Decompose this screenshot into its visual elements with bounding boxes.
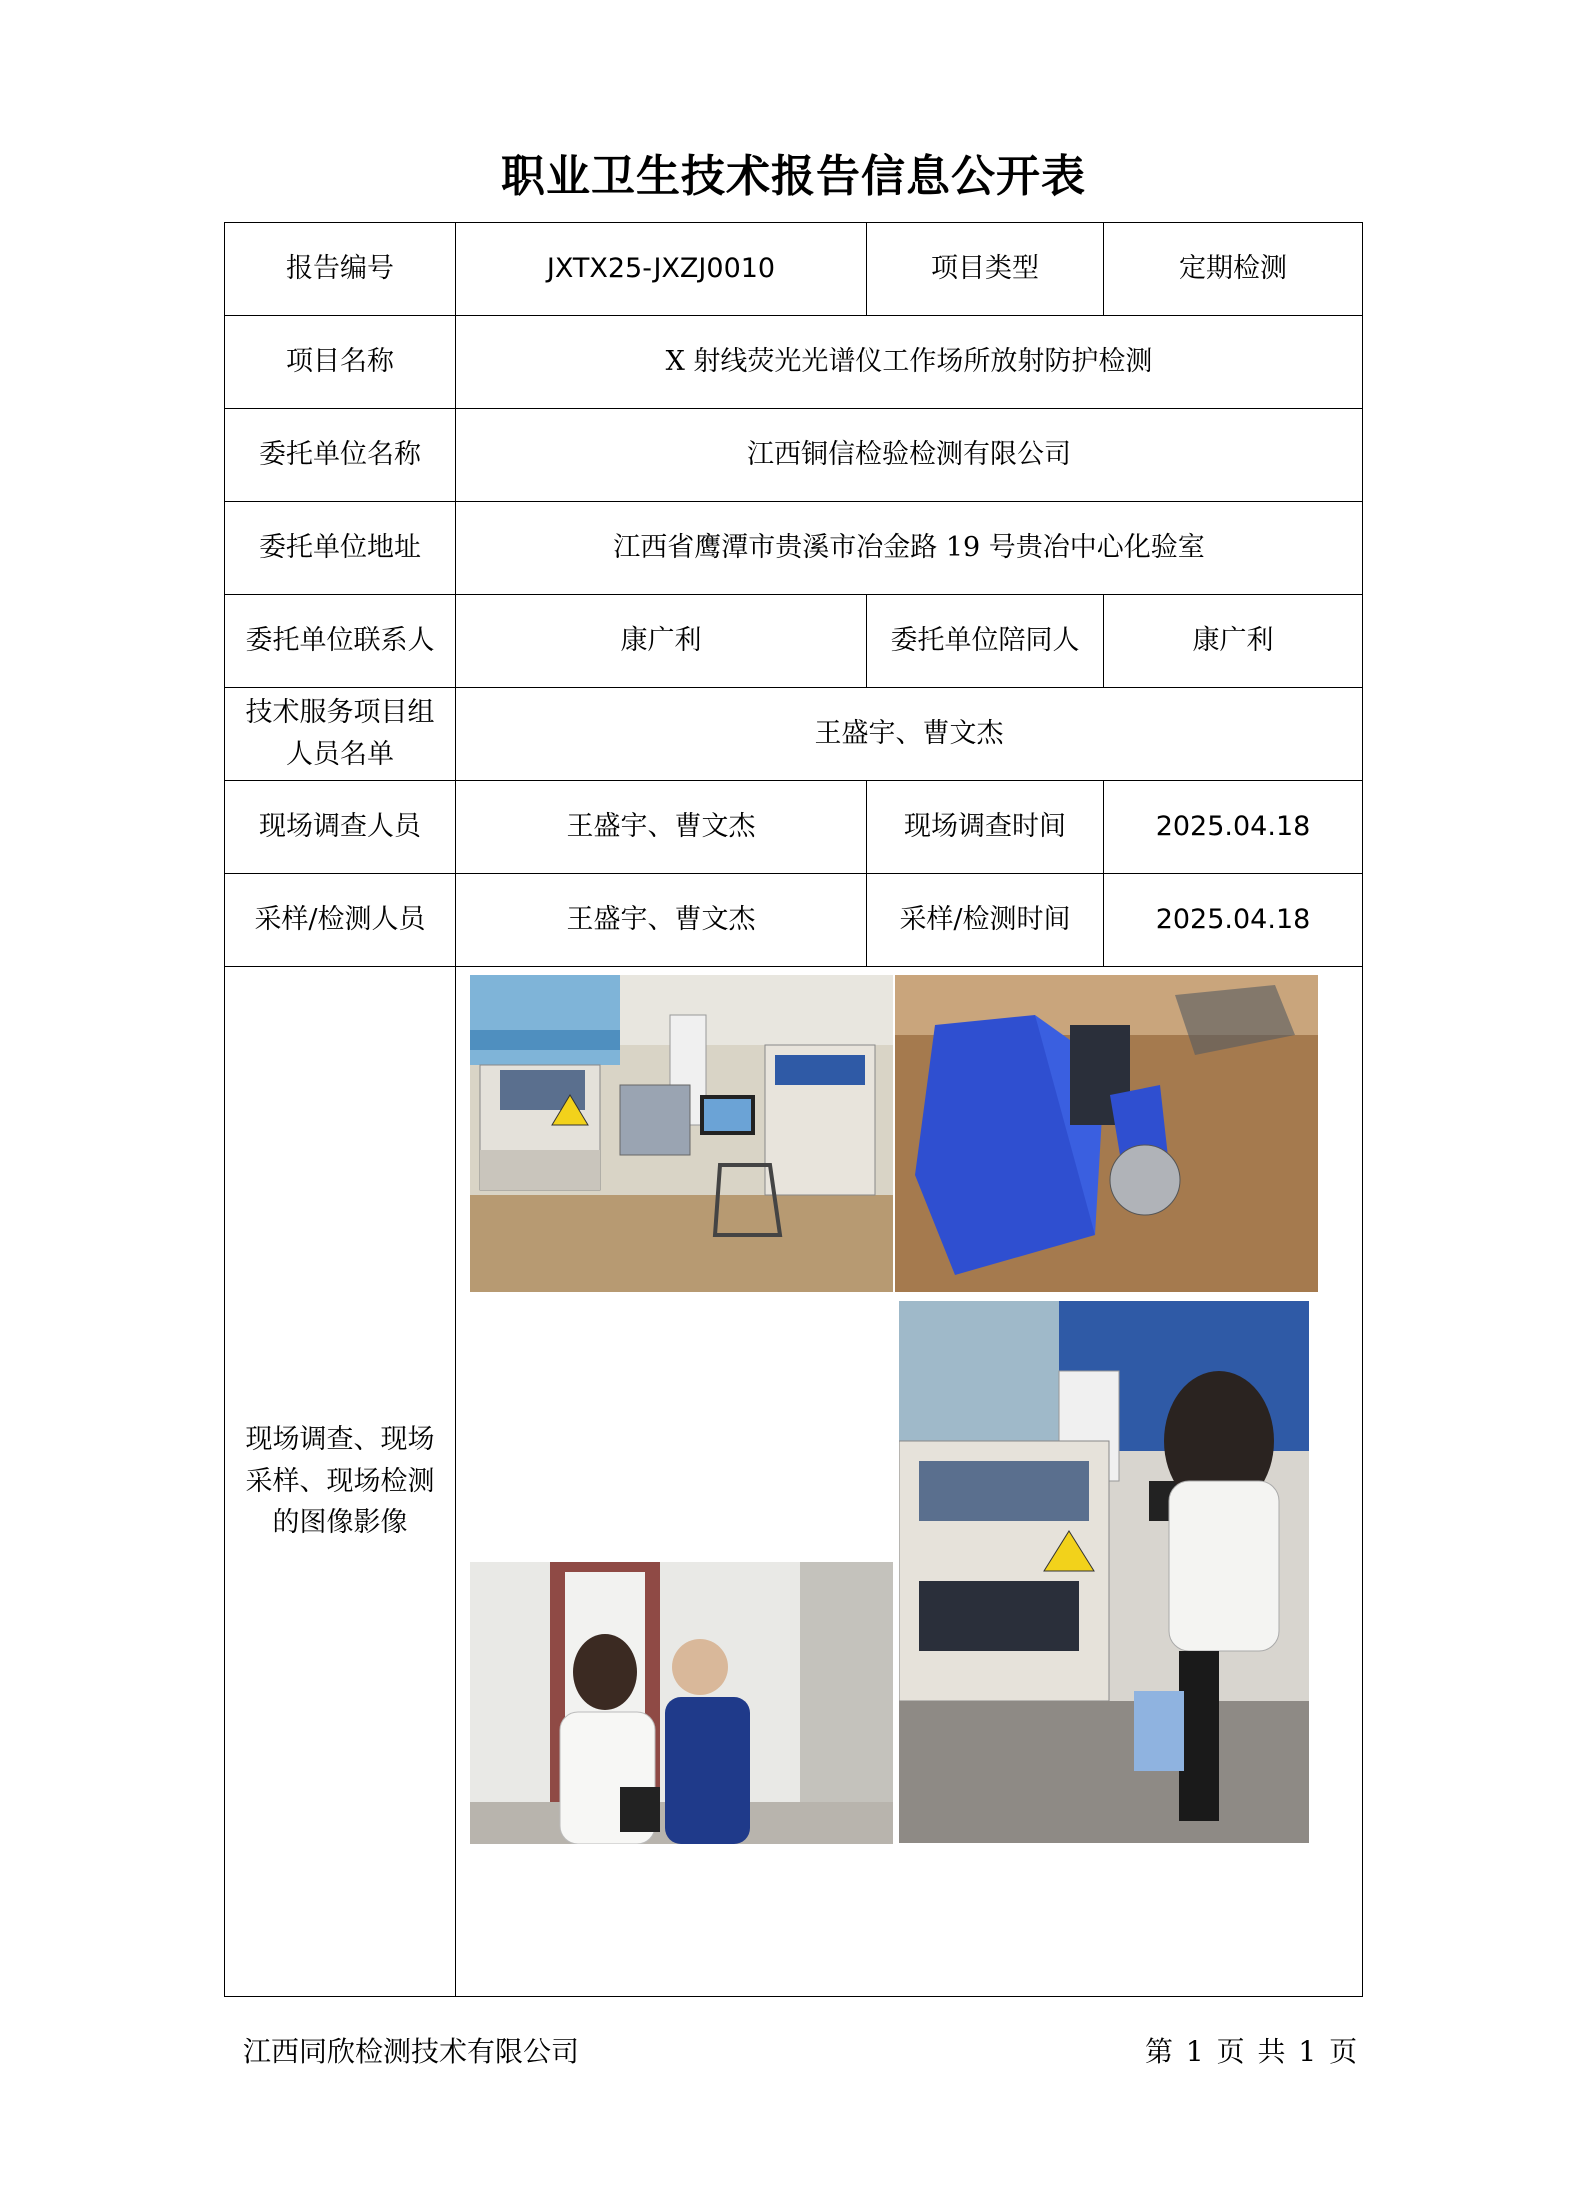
escort-label: 委托单位陪同人: [867, 595, 1104, 688]
page-title: 职业卫生技术报告信息公开表: [501, 151, 1086, 202]
row-project-name: [225, 316, 1363, 409]
project-type-label: 项目类型: [867, 223, 1104, 316]
footer-company: 江西同欣检测技术有限公司: [243, 2035, 580, 2068]
report-no-label: 报告编号: [225, 223, 456, 316]
client-address-label: 委托单位地址: [225, 502, 456, 595]
survey-time-value: 2025.04.18: [1104, 781, 1363, 874]
row-survey: [225, 781, 1363, 874]
photo-lab-instruments: [470, 975, 893, 1292]
sampling-time-label: 采样/检测时间: [867, 874, 1104, 967]
row-team: [225, 688, 1363, 781]
escort-value: 康广利: [1104, 595, 1363, 688]
row-photos: [225, 967, 1363, 1997]
row-client-name: [225, 409, 1363, 502]
team-label: 技术服务项目组 人员名单: [225, 688, 456, 781]
survey-time-label: 现场调查时间: [867, 781, 1104, 874]
photos-label: 现场调查、现场 采样、现场检测 的图像影像: [225, 967, 456, 1997]
survey-staff-label: 现场调查人员: [225, 781, 456, 874]
sampling-staff-label: 采样/检测人员: [225, 874, 456, 967]
project-name-value: X 射线荧光光谱仪工作场所放射防护检测: [456, 316, 1363, 409]
photo-protective-gear: [895, 975, 1318, 1292]
row-client-address: [225, 502, 1363, 595]
client-name-label: 委托单位名称: [225, 409, 456, 502]
client-name-value: 江西铜信检验检测有限公司: [456, 409, 1363, 502]
sampling-time-value: 2025.04.18: [1104, 874, 1363, 967]
row-sampling: [225, 874, 1363, 967]
row-report-no: [225, 223, 1363, 316]
team-value: 王盛宇、曹文杰: [456, 688, 1363, 781]
footer-page-info: 第 1 页 共 1 页: [1145, 2035, 1358, 2068]
project-name-label: 项目名称: [225, 316, 456, 409]
report-no-value: JXTX25-JXZJ0010: [456, 223, 867, 316]
row-contact: [225, 595, 1363, 688]
sampling-staff-value: 王盛宇、曹文杰: [456, 874, 867, 967]
photo-staff-group: [470, 1562, 893, 1844]
contact-value: 康广利: [456, 595, 867, 688]
photos-cell: [456, 967, 1363, 1997]
survey-staff-value: 王盛宇、曹文杰: [456, 781, 867, 874]
client-address-value: 江西省鹰潭市贵溪市冶金路 19 号贵冶中心化验室: [456, 502, 1363, 595]
contact-label: 委托单位联系人: [225, 595, 456, 688]
project-type-value: 定期检测: [1104, 223, 1363, 316]
info-table: [224, 222, 1363, 1997]
photo-onsite-measurement: [899, 1301, 1309, 1843]
